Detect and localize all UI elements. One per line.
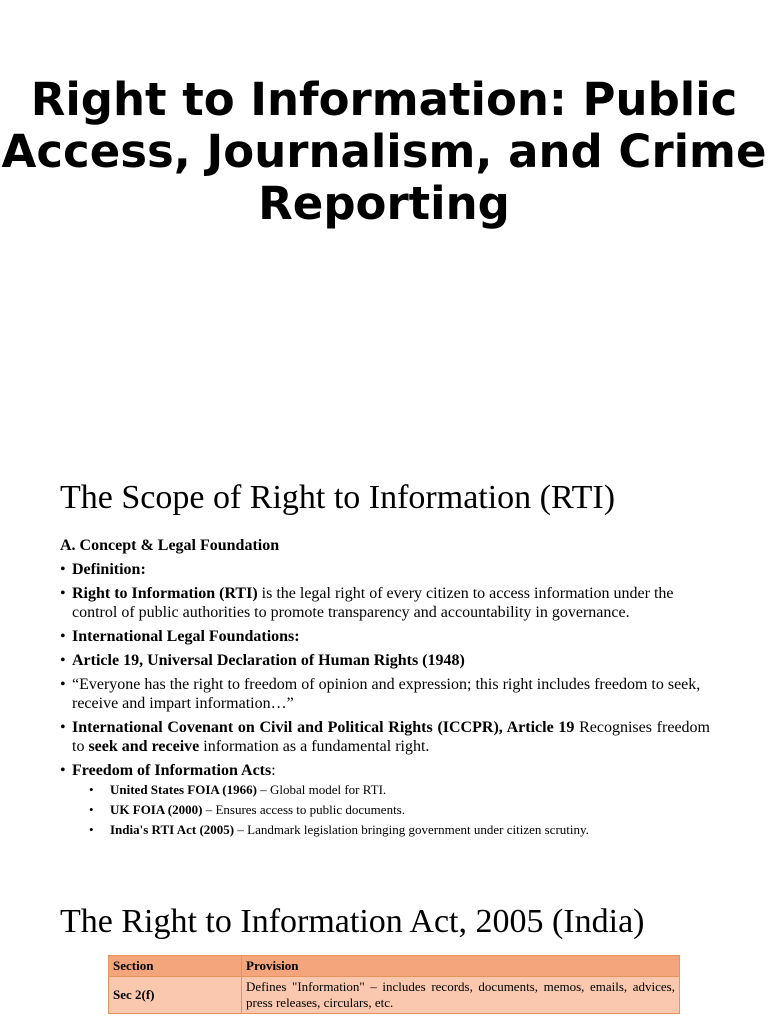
iccpr-emphasis: seek and receive [88,738,200,755]
list-item [60,651,710,670]
table-row [109,977,680,1014]
section-cell: Sec 2(f) [109,977,242,1014]
act-description: – Global model for RTI. [256,782,387,797]
rti-act-heading: The Right to Information Act, 2005 (India) [60,903,645,940]
act-description: – Ensures access to public documents. [202,802,405,817]
provision-cell: Defines "Information" – includes records, documents, memos, emails, advices, press releases, circulars, etc. [242,977,680,1014]
foia-acts-list [72,780,710,840]
page-title: Right to Information: Public Access, Journalism, and Crime Reporting [1,73,767,230]
act-name: UK FOIA (2000) [110,802,203,817]
rti-definition: is the legal right of every citizen to access information under the control of public authorities to promote transparency and accountability in governance. [72,585,674,621]
table-header-row [109,956,680,977]
foia-colon: : [271,762,276,779]
list-item [60,627,710,646]
section-column-header: Section [109,956,242,977]
udhr-article-label: Article 19, Universal Declaration of Human Rights (1948) [72,652,465,669]
definition-label: Definition: [72,561,146,578]
list-item [60,718,710,756]
iccpr-text-pre: Recognises freedom to [72,719,710,755]
list-item [60,675,710,713]
scope-bullet-list [60,560,710,840]
act-name: India's RTI Act (2005) [110,822,235,837]
udhr-quote: “Everyone has the right to freedom of opinion and expression; this right includes freedom to seek, receive and impart information…” [72,676,701,712]
rti-term: Right to Information (RTI) [72,585,258,602]
act-list-item [72,820,710,840]
list-item [60,761,710,840]
act-description: – Landmark legislation bringing government under citizen scrutiny. [234,822,589,837]
provisions-table [108,955,680,1014]
scope-content [60,536,710,845]
act-list-item [72,800,710,820]
list-item [60,584,710,622]
foia-label: Freedom of Information Acts [72,762,272,779]
intl-foundations-label: International Legal Foundations: [72,628,300,645]
act-list-item [72,780,710,800]
iccpr-label: International Covenant on Civil and Political Rights (ICCPR), Article 19 [72,719,575,736]
list-item [60,560,710,579]
iccpr-text-post: information as a fundamental right. [199,738,430,755]
provision-column-header: Provision [242,956,680,977]
concept-subheading: A. Concept & Legal Foundation [60,537,280,554]
act-name: United States FOIA (1966) [110,782,257,797]
scope-heading: The Scope of Right to Information (RTI) [60,479,616,516]
